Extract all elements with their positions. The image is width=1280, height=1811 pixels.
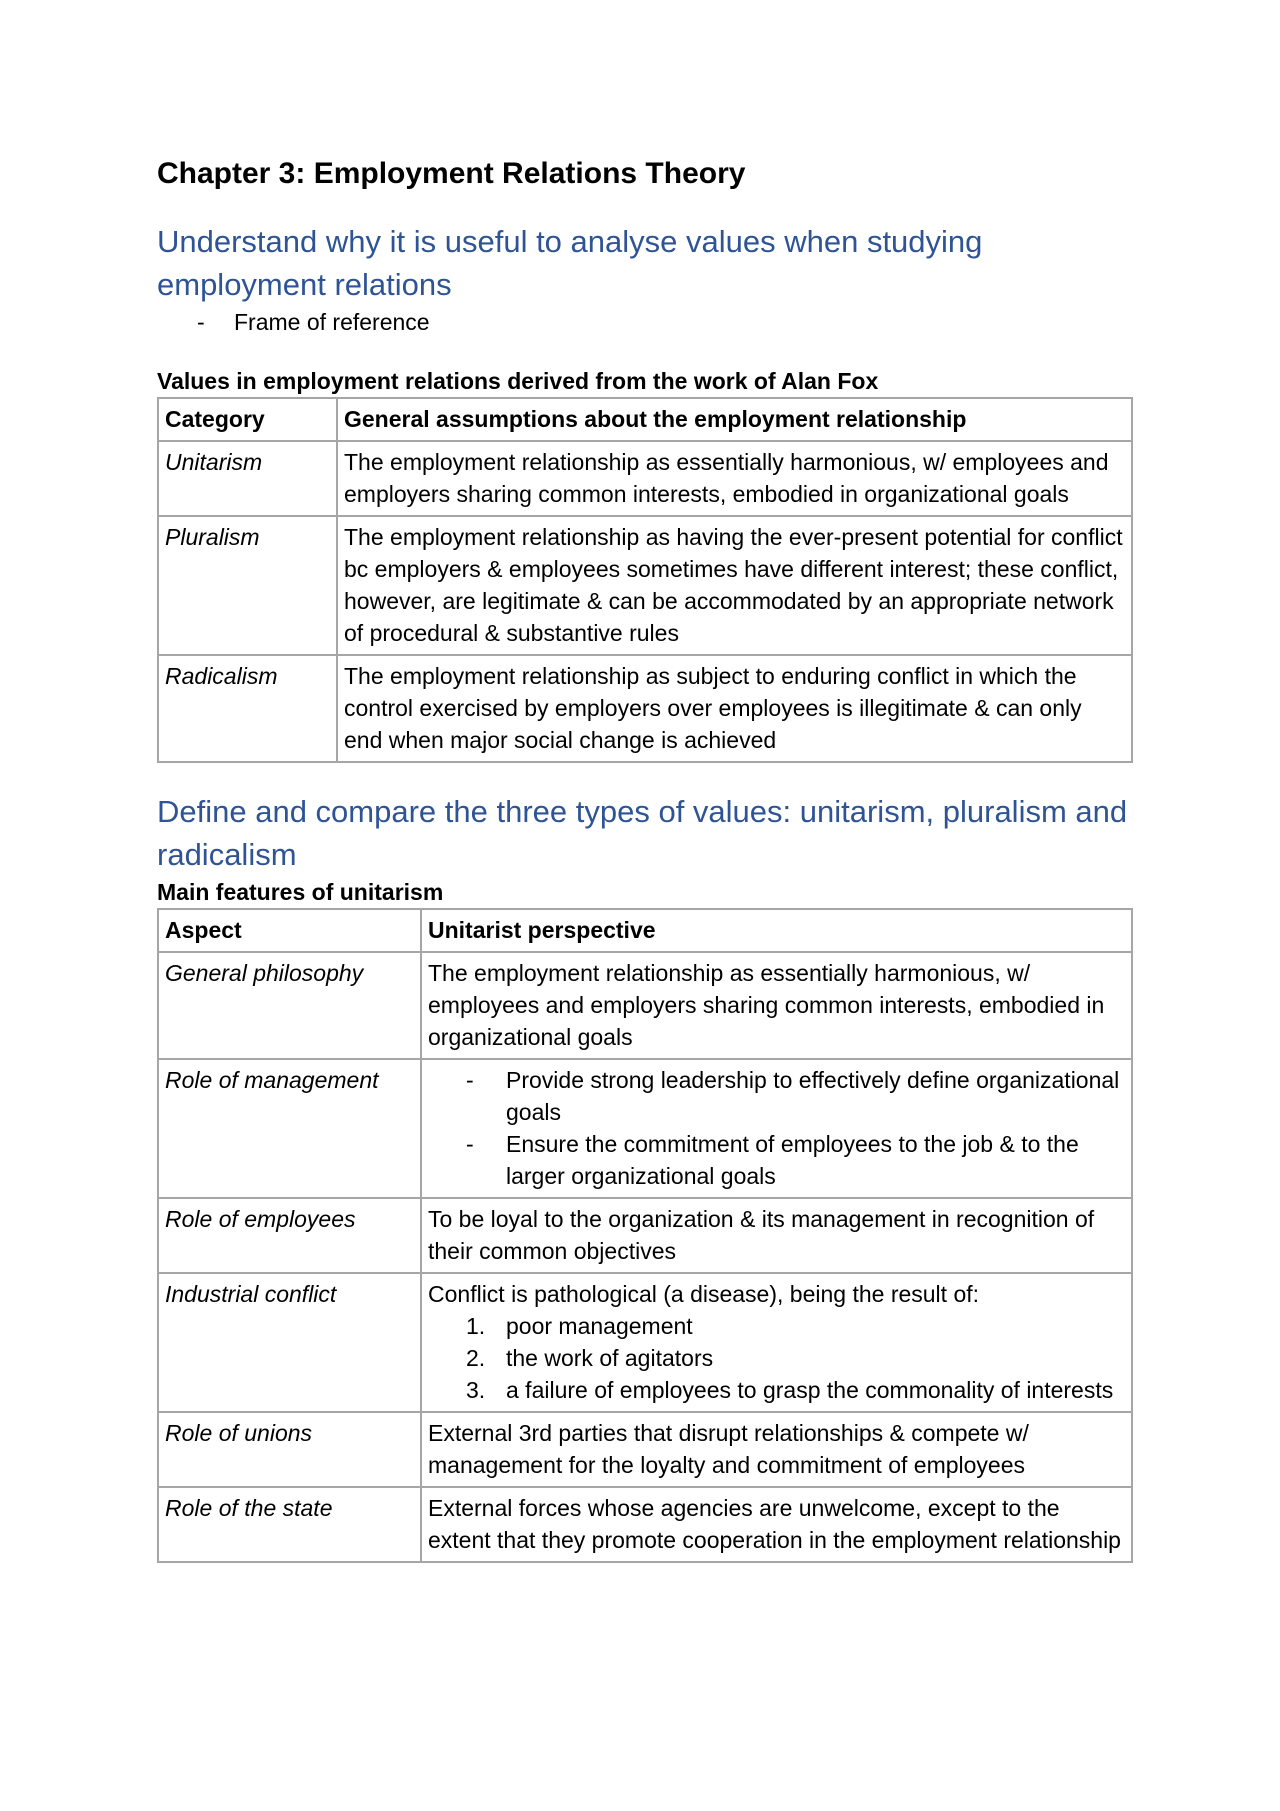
chapter-title: Chapter 3: Employment Relations Theory — [157, 157, 746, 190]
table-row — [158, 1273, 1132, 1412]
management-role-list — [428, 1064, 1125, 1192]
bullet-frame-of-reference — [157, 306, 1133, 338]
category-cell: Unitarism — [158, 441, 337, 516]
aspect-cell: Role of employees — [158, 1198, 421, 1273]
table-row — [158, 952, 1132, 1059]
table-caption-alan-fox: Values in employment relations derived from the work of Alan Fox — [157, 368, 879, 394]
table-row — [158, 655, 1132, 762]
list-item — [428, 1374, 1125, 1406]
list-number: 3. — [466, 1377, 486, 1403]
aspect-cell: Industrial conflict — [158, 1273, 421, 1412]
values-table — [157, 397, 1133, 763]
bullet-marker: - — [197, 309, 205, 335]
assumption-cell: The employment relationship as having the ever-present potential for conflict bc employers & employees sometimes have different interest; these conflict, however, are legitimate & can be accommodated by an appropriate network of procedural & substantive rules — [337, 516, 1132, 655]
bullet-marker: - — [466, 1067, 474, 1093]
table-row — [158, 516, 1132, 655]
table-row — [158, 1412, 1132, 1487]
list-number: 2. — [466, 1345, 486, 1371]
table-header-row — [158, 398, 1132, 441]
unitarism-table — [157, 908, 1133, 1563]
header-aspect: Aspect — [158, 909, 421, 952]
list-item — [428, 1310, 1125, 1342]
list-item — [428, 1128, 1125, 1192]
conflict-intro: Conflict is pathological (a disease), being the result of: — [428, 1281, 980, 1307]
perspective-cell: The employment relationship as essentially harmonious, w/ employees and employers sharing common interests, embodied in organizational goals — [421, 952, 1132, 1059]
list-item — [428, 1064, 1125, 1128]
category-cell: Pluralism — [158, 516, 337, 655]
perspective-cell: External forces whose agencies are unwelcome, except to the extent that they promote cooperation in the employment relationship — [421, 1487, 1132, 1562]
header-general-assumptions: General assumptions about the employment relationship — [337, 398, 1132, 441]
table-row — [158, 441, 1132, 516]
perspective-cell — [421, 1273, 1132, 1412]
table-row — [158, 1487, 1132, 1562]
list-item-text: the work of agitators — [506, 1345, 714, 1371]
list-item-text: poor management — [506, 1313, 693, 1339]
aspect-cell: General philosophy — [158, 952, 421, 1059]
list-item-text: Provide strong leadership to effectively define organizational goals — [506, 1067, 1120, 1125]
bullet-text: Frame of reference — [234, 309, 430, 335]
assumption-cell: The employment relationship as subject to enduring conflict in which the control exercised by employers over employees is illegitimate & can only end when major social change is achieved — [337, 655, 1132, 762]
header-category: Category — [158, 398, 337, 441]
assumption-cell: The employment relationship as essentially harmonious, w/ employees and employers sharing common interests, embodied in organizational goals — [337, 441, 1132, 516]
aspect-cell: Role of management — [158, 1059, 421, 1198]
perspective-cell — [421, 1059, 1132, 1198]
table-row — [158, 1198, 1132, 1273]
header-unitarist-perspective: Unitarist perspective — [421, 909, 1132, 952]
table-caption-unitarism: Main features of unitarism — [157, 879, 444, 905]
aspect-cell: Role of the state — [158, 1487, 421, 1562]
section-heading-three-types: Define and compare the three types of values: unitarism, pluralism and radicalism — [157, 794, 1128, 872]
category-cell: Radicalism — [158, 655, 337, 762]
list-number: 1. — [466, 1313, 486, 1339]
perspective-cell: External 3rd parties that disrupt relationships & compete w/ management for the loyalty and commitment of employees — [421, 1412, 1132, 1487]
section-heading-values: Understand why it is useful to analyse values when studying employment relations — [157, 224, 983, 302]
list-item-text: Ensure the commitment of employees to the job & to the larger organizational goals — [506, 1131, 1079, 1189]
bullet-marker: - — [466, 1131, 474, 1157]
list-item — [428, 1342, 1125, 1374]
table-row — [158, 1059, 1132, 1198]
conflict-causes-list — [428, 1310, 1125, 1406]
page-content — [157, 156, 1133, 1563]
perspective-cell: To be loyal to the organization & its management in recognition of their common objectives — [421, 1198, 1132, 1273]
table-header-row — [158, 909, 1132, 952]
aspect-cell: Role of unions — [158, 1412, 421, 1487]
list-item-text: a failure of employees to grasp the commonality of interests — [506, 1377, 1114, 1403]
